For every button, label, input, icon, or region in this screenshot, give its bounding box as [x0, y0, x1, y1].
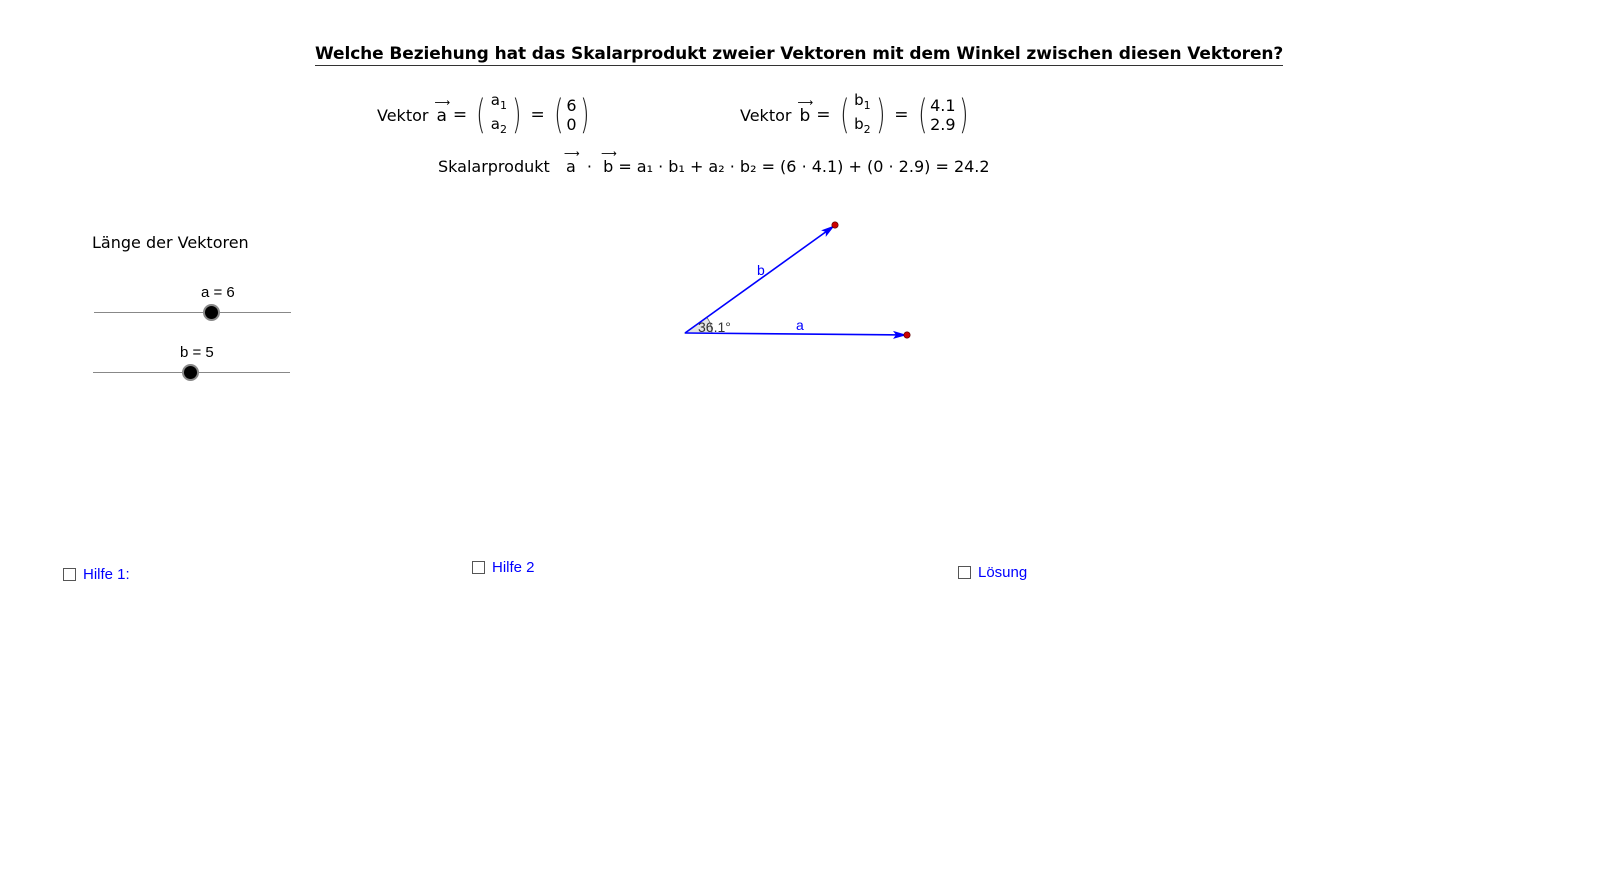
paren-left: (: [476, 92, 486, 138]
vector-b-symbol: ⟶ b: [799, 104, 810, 126]
vector-b-label-diagram: b: [757, 262, 765, 278]
paren-left: (: [553, 92, 564, 138]
vector-a-symbol: ⟶ a: [563, 147, 578, 176]
point-b-end[interactable]: [832, 222, 838, 228]
vector-a-values: 6 0: [566, 96, 577, 134]
paren-left: (: [839, 92, 849, 138]
vector-b-symbol: ⟶ b: [601, 147, 615, 176]
vector-b-definition: Vektor ⟶ b = ( $b_1$ $b_2$ ) = ( 4.1 2.9 ): [740, 91, 969, 138]
vector-arrow-icon: ⟶: [601, 147, 615, 160]
vector-a-label-diagram: a: [796, 317, 804, 333]
vector-b-values: 4.1 2.9: [930, 96, 956, 134]
paren-right: ): [958, 92, 969, 138]
checkbox-icon[interactable]: [472, 561, 485, 574]
vector-arrow-icon: ⟶: [563, 147, 578, 160]
slider-b-label: b = 5: [180, 344, 214, 361]
vector-a-symbol: ⟶ a: [434, 96, 449, 126]
paren-right: ): [512, 92, 522, 138]
point-a-end[interactable]: [904, 332, 910, 338]
page-title: Welche Beziehung hat das Skalarprodukt zweier Vektoren mit dem Winkel zwischen diesen Vektoren?: [315, 44, 1284, 64]
slider-heading: Länge der Vektoren: [92, 233, 249, 252]
paren-right: ): [579, 92, 590, 138]
checkbox-label: Hilfe 1:: [83, 566, 130, 583]
scalar-product-formula: Skalarprodukt ⟶ a · ⟶ b = a₁ · b₁ + a₂ · b₂ = (6 · 4.1) + (0 · 2.9) = 24.2: [438, 147, 990, 176]
vector-b-line: [685, 226, 834, 333]
vector-a-label: Vektor: [377, 105, 429, 125]
vector-a-definition: Vektor ⟶ a = ( $a_1$ $a_2$ ) = ( 6 0 ): [377, 91, 590, 138]
checkbox-label: Hilfe 2: [492, 559, 535, 576]
vector-arrow-icon: ⟶: [434, 96, 449, 109]
vector-a-components: $a_1$ $a_2$: [490, 91, 507, 136]
checkbox-loesung[interactable]: [958, 564, 1027, 581]
angle-label: 36.1°: [698, 319, 731, 335]
paren-right: ): [875, 92, 886, 138]
checkbox-icon[interactable]: [958, 566, 971, 579]
checkbox-icon[interactable]: [63, 568, 76, 581]
paren-left: (: [917, 92, 927, 138]
checkbox-label: Lösung: [978, 564, 1028, 581]
vector-b-components: $b_1$ $b_2$: [854, 91, 871, 136]
vector-arrow-icon: ⟶: [797, 96, 812, 109]
scalar-product-terms: = a₁ · b₁ + a₂ · b₂ = (6 · 4.1) + (0 · 2.9) = 24.2: [618, 157, 990, 176]
slider-a-label: a = 6: [201, 284, 235, 301]
vector-b-label: Vektor: [740, 105, 792, 125]
scalar-product-label: Skalarprodukt: [438, 157, 550, 176]
checkbox-hilfe-1[interactable]: [63, 566, 130, 583]
checkbox-hilfe-2[interactable]: [472, 559, 535, 576]
